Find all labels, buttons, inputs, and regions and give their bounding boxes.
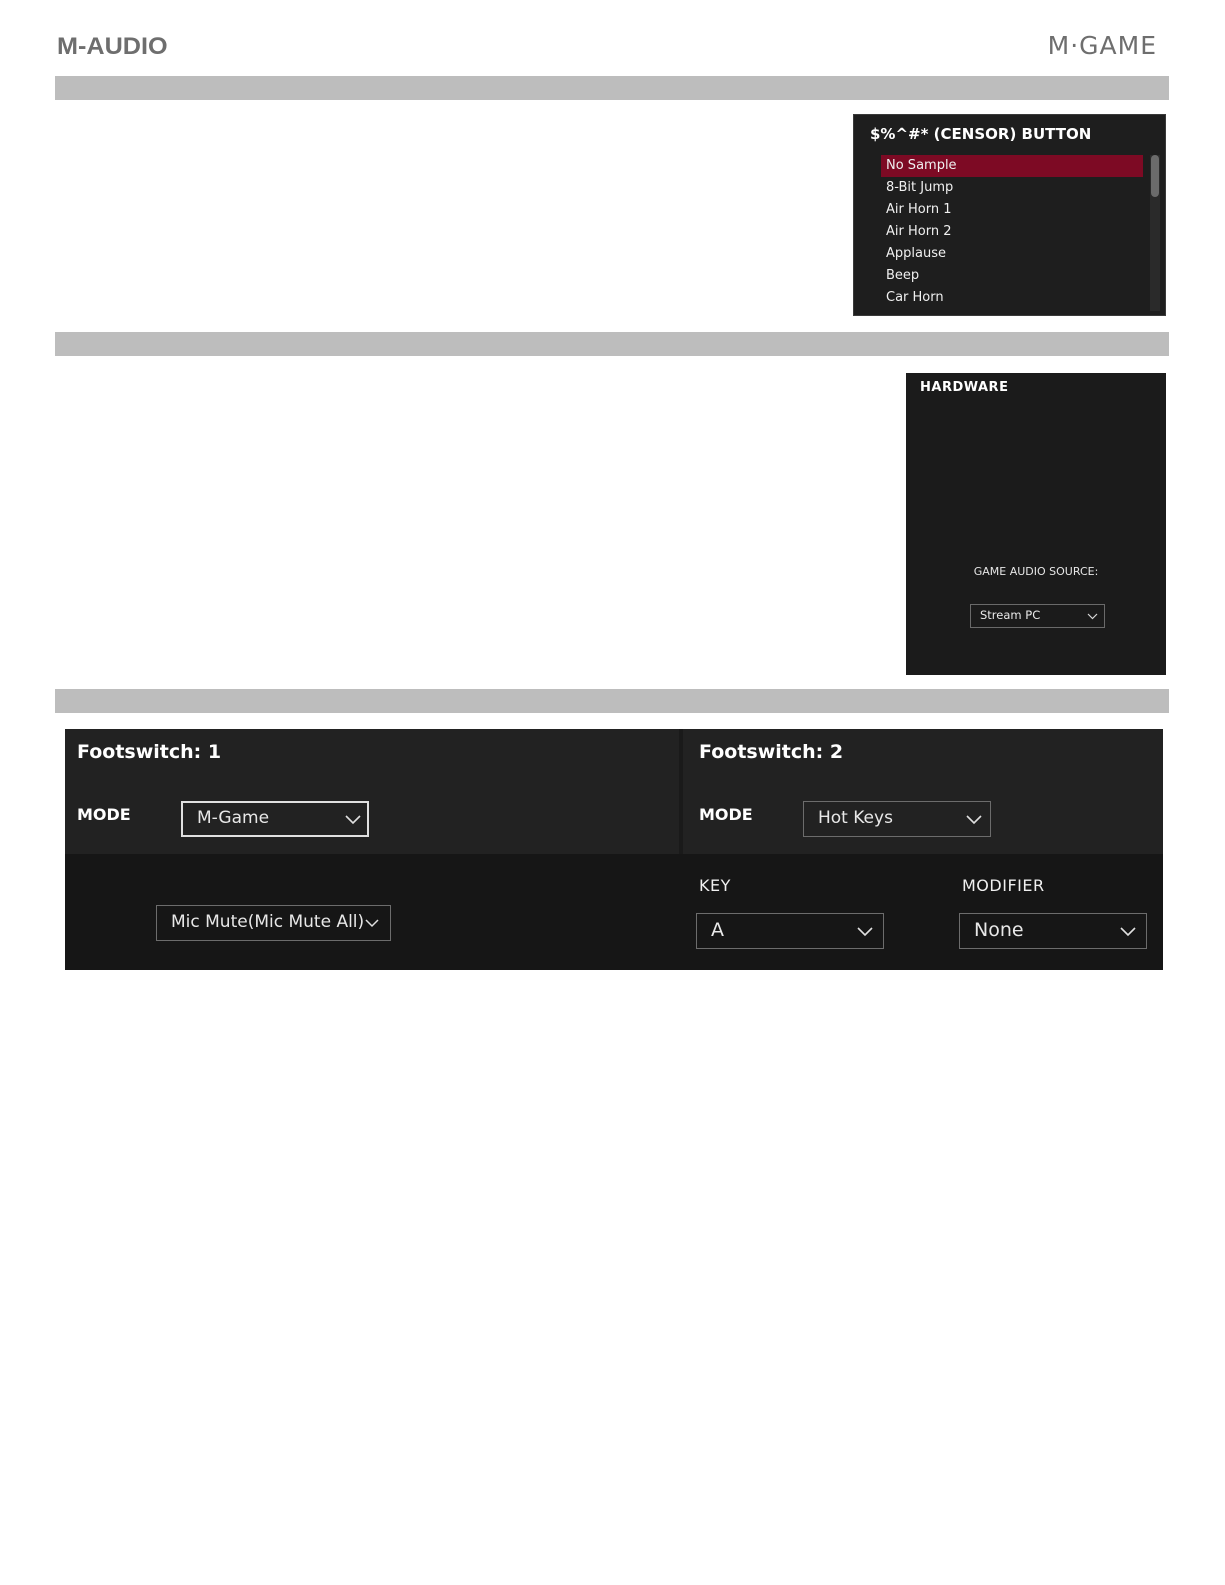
modifier-value: None (974, 919, 1024, 941)
chevron-down-icon (857, 927, 873, 937)
scrollbar-thumb[interactable] (1151, 155, 1159, 197)
m-audio-logo: M-AUDIO (57, 33, 168, 60)
sample-item[interactable]: Air Horn 2 (886, 224, 952, 239)
footswitch-1-action-dropdown[interactable] (156, 905, 391, 941)
footswitch-1-mode-value: M-Game (197, 808, 270, 828)
sample-item[interactable]: Beep (886, 268, 920, 283)
section-header-bar (55, 76, 1169, 100)
chevron-down-icon (966, 815, 982, 825)
key-label: KEY (699, 876, 731, 895)
chevron-down-icon (365, 919, 379, 928)
footswitch-2-mode-value: Hot Keys (818, 808, 893, 828)
sample-item[interactable]: Car Horn (886, 290, 944, 305)
footswitch-1-mode-dropdown[interactable] (181, 801, 369, 837)
hardware-panel-title: HARDWARE (920, 380, 1009, 395)
censor-button-panel (853, 114, 1166, 316)
game-audio-source-label: GAME AUDIO SOURCE: (973, 565, 1099, 578)
censor-panel-title: $%^#* (CENSOR) BUTTON (870, 125, 1092, 143)
m-game-logo: M·GAME (1047, 31, 1157, 60)
sample-item[interactable]: Applause (886, 246, 946, 261)
chevron-down-icon (1087, 613, 1098, 620)
sample-item[interactable]: Air Horn 1 (886, 202, 952, 217)
key-value: A (711, 919, 724, 941)
modifier-dropdown[interactable] (959, 913, 1147, 949)
key-dropdown[interactable] (696, 913, 884, 949)
footswitch-2-mode-dropdown[interactable] (803, 801, 991, 837)
sample-item[interactable]: No Sample (881, 155, 1143, 177)
section-header-bar (55, 689, 1169, 713)
chevron-down-icon (1120, 927, 1136, 937)
chevron-down-icon (345, 815, 361, 825)
sample-item[interactable]: 8-Bit Jump (886, 180, 954, 195)
footswitch-1-title: Footswitch: 1 (77, 741, 222, 763)
section-header-bar (55, 332, 1169, 356)
game-audio-source-value: Stream PC (980, 608, 1041, 622)
footswitch-2-mode-label: MODE (699, 805, 753, 824)
footswitch-1-mode-label: MODE (77, 805, 131, 824)
footswitch-panel (65, 729, 1163, 970)
hardware-panel (906, 373, 1166, 675)
modifier-label: MODIFIER (962, 876, 1045, 895)
game-audio-source-dropdown[interactable] (970, 604, 1105, 628)
footswitch-2-title: Footswitch: 2 (699, 741, 844, 763)
footswitch-1-action-value: Mic Mute(Mic Mute All) (171, 912, 365, 932)
sample-list (881, 155, 1143, 309)
